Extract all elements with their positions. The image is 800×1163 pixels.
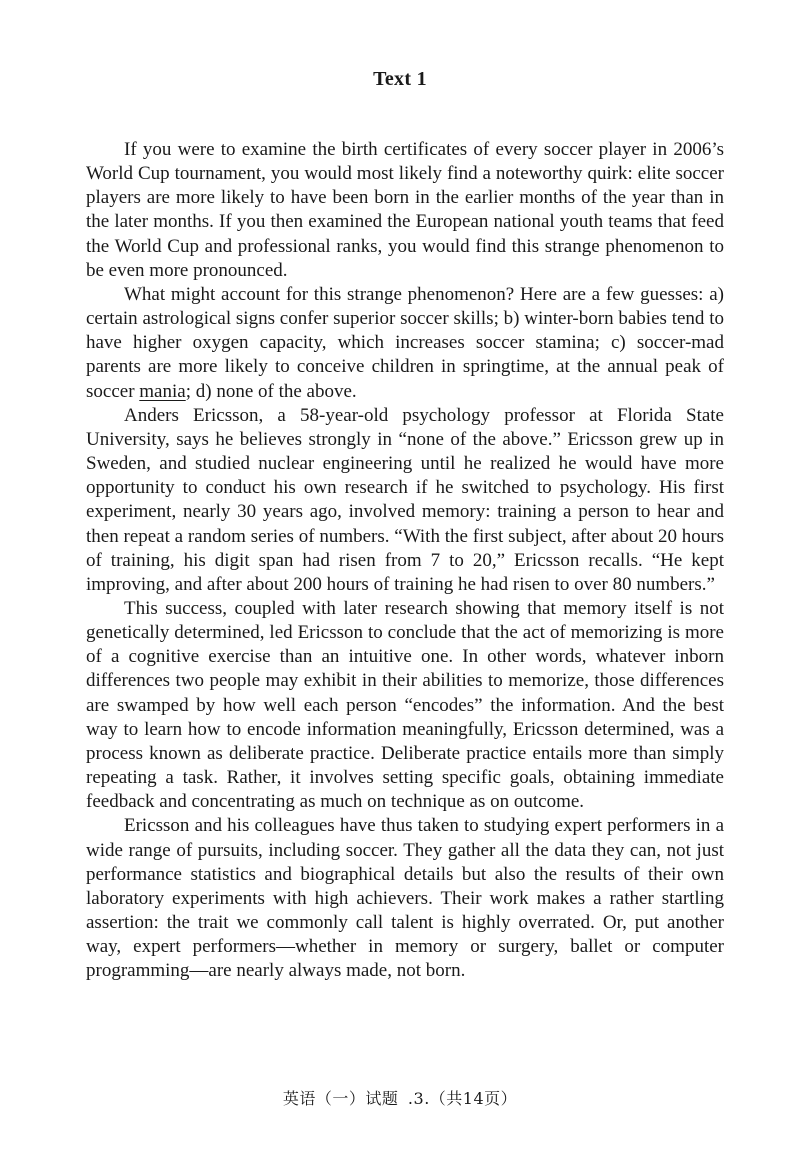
paragraph-3: Anders Ericsson, a 58-year-old psychology professor at Florida State University, says he believes strongly in “none of the above.” Ericsson grew up in Sweden, and studied nuclear engineering until he realized he would have more opportunity to conduct his own research if he switched to psychology. His first experiment, nearly 30 years ago, involved memory: training a person to hear and then repeat a random series of numbers. “With the first subject, after about 20 hours of training, his digit span had risen from 7 to 20,” Ericsson recalls. “He kept improving, and after about 200 hours of training he had risen to over 80 numbers.” [86,404,724,595]
paragraph-2 [86,283,724,404]
page-footer: 英语（一）试题 .3.（共14页） [282,1089,518,1108]
paragraph-2-text-before: What might account for this strange phenomenon? Here are a few guesses: a) certain astrological signs confer superior soccer skills; b) winter-born babies tend to have higher oxygen capacity, which increases soccer stamina; c) soccer-mad parents are more likely to conceive children in springtime, at the annual peak of soccer [86,283,724,402]
paragraph-2-text-after: ; d) none of the above. [185,380,357,402]
paragraph-4: This success, coupled with later research showing that memory itself is not genetically determined, led Ericsson to conclude that the act of memorizing is more of a cognitive exercise than an intuitive one. In other words, whatever inborn differences two people may exhibit in their abilities to memorize, those differences are swamped by how well each person “encodes” the information. And the best way to learn how to encode information meaningfully, Ericsson determined, was a process known as deliberate practice. Deliberate practice entails more than simply repeating a task. Rather, it involves setting specific goals, obtaining immediate feedback and concentrating as much on technique as on outcome. [86,597,724,813]
article-body [86,138,724,983]
page-title: Text 1 [373,68,427,90]
paragraph-1: If you were to examine the birth certificates of every soccer player in 2006’s World Cup tournament, you would most likely find a noteworthy quirk: elite soccer players are more likely to have been born in the earlier months of the year than in the later months. If you then examined the European national youth teams that feed the World Cup and professional ranks, you would find this strange phenomenon to be even more pronounced. [86,139,724,281]
underlined-word: mania [139,380,186,402]
paragraph-5: Ericsson and his colleagues have thus taken to studying expert performers in a wide range of pursuits, including soccer. They gather all the data they can, not just performance statistics and biographical details but also the results of their own laboratory experiments with high achievers. Their work makes a rather startling assertion: the trait we commonly call talent is highly overrated. Or, put another way, expert performers—whether in memory or surgery, ballet or computer programming—are nearly always made, not born. [86,815,724,982]
